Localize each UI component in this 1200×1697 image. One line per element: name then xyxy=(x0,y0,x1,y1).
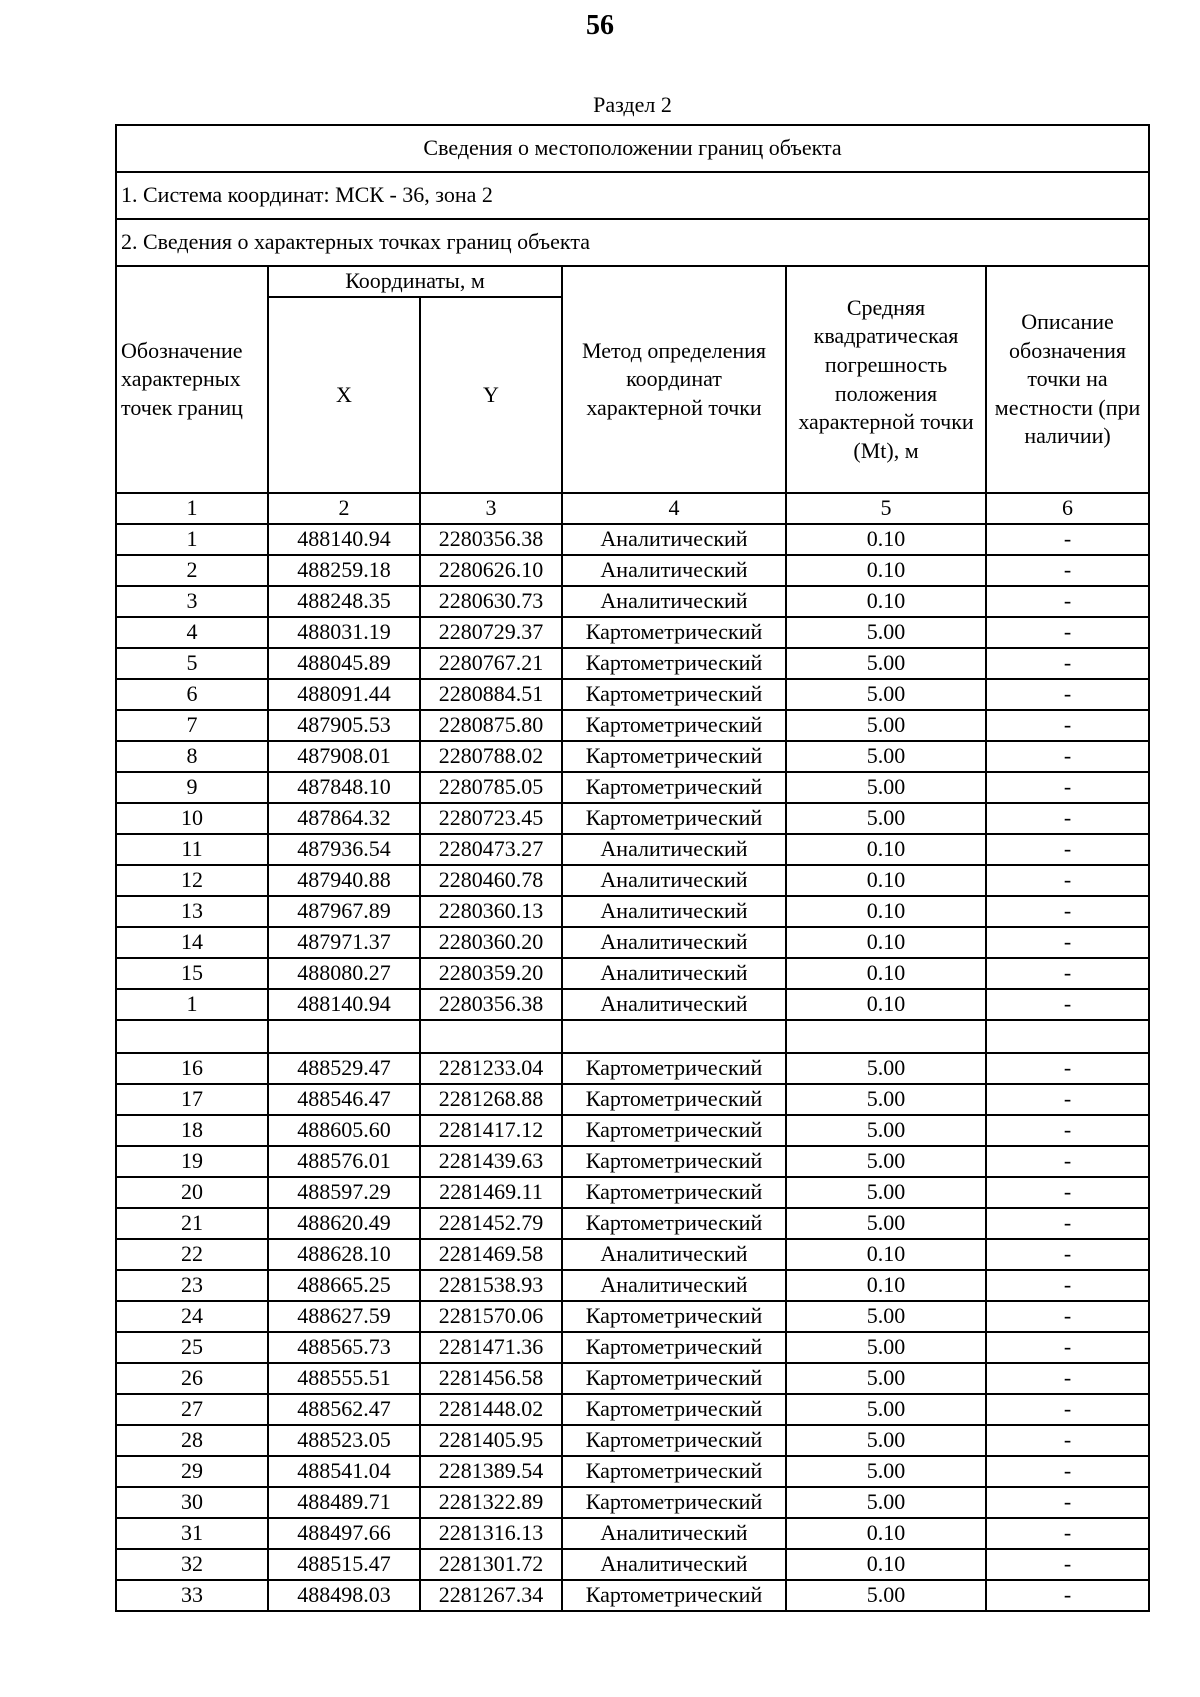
empty-cell xyxy=(786,1020,986,1053)
cell-x: 488665.25 xyxy=(268,1270,420,1301)
cell-x: 488627.59 xyxy=(268,1301,420,1332)
table-row xyxy=(116,896,1149,927)
cell-y: 2281267.34 xyxy=(420,1580,562,1611)
cell-method: Картометрический xyxy=(562,1177,786,1208)
header-designation: Обозначение характерных точек границ xyxy=(116,266,268,493)
cell-desc: - xyxy=(986,1239,1149,1270)
table-row xyxy=(116,679,1149,710)
cell-mt: 0.10 xyxy=(786,1518,986,1549)
column-number: 5 xyxy=(786,493,986,524)
cell-mt: 5.00 xyxy=(786,1394,986,1425)
cell-x: 488515.47 xyxy=(268,1549,420,1580)
column-number: 4 xyxy=(562,493,786,524)
cell-point: 1 xyxy=(116,989,268,1020)
cell-x: 488140.94 xyxy=(268,989,420,1020)
cell-method: Картометрический xyxy=(562,1301,786,1332)
header-description: Описание обозначения точки на местности (при наличии) xyxy=(986,266,1149,493)
cell-desc: - xyxy=(986,679,1149,710)
cell-method: Картометрический xyxy=(562,1456,786,1487)
cell-y: 2280473.27 xyxy=(420,834,562,865)
empty-cell xyxy=(268,1020,420,1053)
table-row xyxy=(116,1487,1149,1518)
cell-method: Картометрический xyxy=(562,741,786,772)
cell-desc: - xyxy=(986,1084,1149,1115)
cell-desc: - xyxy=(986,865,1149,896)
table-row xyxy=(116,1270,1149,1301)
cell-point: 10 xyxy=(116,803,268,834)
cell-x: 488080.27 xyxy=(268,958,420,989)
table-row xyxy=(116,555,1149,586)
cell-x: 488498.03 xyxy=(268,1580,420,1611)
cell-desc: - xyxy=(986,1363,1149,1394)
cell-y: 2280875.80 xyxy=(420,710,562,741)
cell-point: 9 xyxy=(116,772,268,803)
empty-cell xyxy=(420,1020,562,1053)
cell-x: 488248.35 xyxy=(268,586,420,617)
table-row xyxy=(116,1394,1149,1425)
cell-method: Картометрический xyxy=(562,1084,786,1115)
cell-desc: - xyxy=(986,927,1149,958)
cell-method: Картометрический xyxy=(562,1115,786,1146)
cell-y: 2280729.37 xyxy=(420,617,562,648)
cell-x: 488555.51 xyxy=(268,1363,420,1394)
cell-point: 17 xyxy=(116,1084,268,1115)
header-x: X xyxy=(268,297,420,493)
cell-method: Аналитический xyxy=(562,958,786,989)
table-row xyxy=(116,803,1149,834)
cell-mt: 0.10 xyxy=(786,896,986,927)
cell-method: Аналитический xyxy=(562,927,786,958)
cell-y: 2281452.79 xyxy=(420,1208,562,1239)
cell-desc: - xyxy=(986,896,1149,927)
table-row xyxy=(116,927,1149,958)
cell-y: 2280359.20 xyxy=(420,958,562,989)
header-row-top xyxy=(116,266,1149,297)
table-row xyxy=(116,1518,1149,1549)
table-row xyxy=(116,1053,1149,1084)
table-row xyxy=(116,865,1149,896)
cell-mt: 5.00 xyxy=(786,1580,986,1611)
cell-mt: 5.00 xyxy=(786,1177,986,1208)
cell-mt: 5.00 xyxy=(786,648,986,679)
cell-y: 2281301.72 xyxy=(420,1549,562,1580)
cell-mt: 5.00 xyxy=(786,1115,986,1146)
cell-point: 20 xyxy=(116,1177,268,1208)
cell-desc: - xyxy=(986,1177,1149,1208)
cell-method: Картометрический xyxy=(562,1332,786,1363)
cell-method: Аналитический xyxy=(562,896,786,927)
cell-point: 32 xyxy=(116,1549,268,1580)
cell-method: Картометрический xyxy=(562,1394,786,1425)
cell-point: 25 xyxy=(116,1332,268,1363)
points-heading-text: 2. Сведения о характерных точках границ объекта xyxy=(116,219,1149,266)
cell-y: 2280626.10 xyxy=(420,555,562,586)
cell-desc: - xyxy=(986,1208,1149,1239)
cell-y: 2281316.13 xyxy=(420,1518,562,1549)
table-row xyxy=(116,834,1149,865)
cell-y: 2280360.13 xyxy=(420,896,562,927)
points-heading-row xyxy=(116,219,1149,266)
table-row xyxy=(116,586,1149,617)
cell-mt: 5.00 xyxy=(786,1425,986,1456)
cell-point: 19 xyxy=(116,1146,268,1177)
cell-desc: - xyxy=(986,648,1149,679)
cell-x: 488259.18 xyxy=(268,555,420,586)
header-error: Средняя квадратическая погрешность положения характерной точки (Mt), м xyxy=(786,266,986,493)
empty-cell xyxy=(986,1020,1149,1053)
cell-point: 27 xyxy=(116,1394,268,1425)
cell-mt: 5.00 xyxy=(786,1146,986,1177)
cell-x: 487864.32 xyxy=(268,803,420,834)
table-row xyxy=(116,1146,1149,1177)
cell-method: Аналитический xyxy=(562,865,786,896)
cell-method: Аналитический xyxy=(562,1549,786,1580)
cell-desc: - xyxy=(986,1549,1149,1580)
cell-desc: - xyxy=(986,772,1149,803)
cell-method: Картометрический xyxy=(562,772,786,803)
cell-mt: 5.00 xyxy=(786,741,986,772)
cell-x: 488576.01 xyxy=(268,1146,420,1177)
header-y: Y xyxy=(420,297,562,493)
cell-y: 2281417.12 xyxy=(420,1115,562,1146)
table-row xyxy=(116,1115,1149,1146)
cell-mt: 5.00 xyxy=(786,1208,986,1239)
cell-point: 33 xyxy=(116,1580,268,1611)
cell-point: 13 xyxy=(116,896,268,927)
cell-y: 2280788.02 xyxy=(420,741,562,772)
cell-desc: - xyxy=(986,555,1149,586)
cell-desc: - xyxy=(986,958,1149,989)
cell-desc: - xyxy=(986,1394,1149,1425)
coord-system-row xyxy=(116,172,1149,219)
cell-point: 12 xyxy=(116,865,268,896)
header-method: Метод определения координат характерной точки xyxy=(562,266,786,493)
cell-x: 487936.54 xyxy=(268,834,420,865)
cell-point: 26 xyxy=(116,1363,268,1394)
cell-y: 2281538.93 xyxy=(420,1270,562,1301)
cell-x: 488523.05 xyxy=(268,1425,420,1456)
cell-y: 2281469.11 xyxy=(420,1177,562,1208)
cell-method: Картометрический xyxy=(562,1363,786,1394)
cell-point: 3 xyxy=(116,586,268,617)
cell-y: 2280767.21 xyxy=(420,648,562,679)
empty-cell xyxy=(562,1020,786,1053)
column-number: 2 xyxy=(268,493,420,524)
cell-x: 487905.53 xyxy=(268,710,420,741)
cell-method: Картометрический xyxy=(562,617,786,648)
cell-point: 8 xyxy=(116,741,268,772)
cell-mt: 5.00 xyxy=(786,772,986,803)
cell-point: 4 xyxy=(116,617,268,648)
cell-y: 2281448.02 xyxy=(420,1394,562,1425)
cell-x: 488628.10 xyxy=(268,1239,420,1270)
cell-desc: - xyxy=(986,1053,1149,1084)
cell-x: 488529.47 xyxy=(268,1053,420,1084)
cell-method: Картометрический xyxy=(562,803,786,834)
cell-y: 2281439.63 xyxy=(420,1146,562,1177)
cell-mt: 5.00 xyxy=(786,1084,986,1115)
table-row xyxy=(116,1208,1149,1239)
cell-desc: - xyxy=(986,586,1149,617)
table-title-row xyxy=(116,125,1149,172)
cell-desc: - xyxy=(986,1332,1149,1363)
cell-point: 29 xyxy=(116,1456,268,1487)
section-title: Раздел 2 xyxy=(593,92,672,117)
table-row xyxy=(116,1425,1149,1456)
cell-y: 2281471.36 xyxy=(420,1332,562,1363)
cell-point: 24 xyxy=(116,1301,268,1332)
cell-mt: 5.00 xyxy=(786,1053,986,1084)
cell-desc: - xyxy=(986,1270,1149,1301)
cell-point: 2 xyxy=(116,555,268,586)
cell-y: 2281389.54 xyxy=(420,1456,562,1487)
cell-point: 30 xyxy=(116,1487,268,1518)
table-title: Сведения о местоположении границ объекта xyxy=(116,125,1149,172)
table-row xyxy=(116,1177,1149,1208)
cell-y: 2280785.05 xyxy=(420,772,562,803)
table-row xyxy=(116,1456,1149,1487)
table-row xyxy=(116,648,1149,679)
cell-mt: 5.00 xyxy=(786,679,986,710)
cell-mt: 0.10 xyxy=(786,989,986,1020)
cell-x: 487971.37 xyxy=(268,927,420,958)
cell-mt: 0.10 xyxy=(786,958,986,989)
column-number: 3 xyxy=(420,493,562,524)
cell-x: 488605.60 xyxy=(268,1115,420,1146)
cell-desc: - xyxy=(986,834,1149,865)
cell-method: Картометрический xyxy=(562,1425,786,1456)
cell-y: 2280356.38 xyxy=(420,524,562,555)
table-row xyxy=(116,617,1149,648)
cell-y: 2281268.88 xyxy=(420,1084,562,1115)
cell-x: 488091.44 xyxy=(268,679,420,710)
cell-point: 14 xyxy=(116,927,268,958)
cell-desc: - xyxy=(986,1425,1149,1456)
cell-point: 22 xyxy=(116,1239,268,1270)
cell-method: Аналитический xyxy=(562,1239,786,1270)
column-number: 1 xyxy=(116,493,268,524)
cell-point: 31 xyxy=(116,1518,268,1549)
cell-x: 488489.71 xyxy=(268,1487,420,1518)
cell-desc: - xyxy=(986,803,1149,834)
cell-method: Аналитический xyxy=(562,586,786,617)
cell-y: 2281456.58 xyxy=(420,1363,562,1394)
cell-x: 488546.47 xyxy=(268,1084,420,1115)
cell-method: Картометрический xyxy=(562,648,786,679)
table-row xyxy=(116,741,1149,772)
cell-method: Картометрический xyxy=(562,1208,786,1239)
cell-desc: - xyxy=(986,524,1149,555)
cell-x: 488497.66 xyxy=(268,1518,420,1549)
cell-method: Аналитический xyxy=(562,555,786,586)
cell-mt: 5.00 xyxy=(786,1363,986,1394)
cell-point: 18 xyxy=(116,1115,268,1146)
cell-mt: 5.00 xyxy=(786,1301,986,1332)
cell-method: Аналитический xyxy=(562,1270,786,1301)
table-row xyxy=(116,1084,1149,1115)
cell-point: 16 xyxy=(116,1053,268,1084)
cell-point: 5 xyxy=(116,648,268,679)
cell-method: Картометрический xyxy=(562,710,786,741)
cell-method: Картометрический xyxy=(562,1580,786,1611)
cell-desc: - xyxy=(986,1518,1149,1549)
table-row xyxy=(116,524,1149,555)
cell-mt: 0.10 xyxy=(786,834,986,865)
cell-method: Аналитический xyxy=(562,989,786,1020)
cell-x: 488031.19 xyxy=(268,617,420,648)
cell-point: 23 xyxy=(116,1270,268,1301)
cell-method: Картометрический xyxy=(562,1487,786,1518)
cell-mt: 5.00 xyxy=(786,617,986,648)
column-number: 6 xyxy=(986,493,1149,524)
cell-y: 2280460.78 xyxy=(420,865,562,896)
cell-x: 488597.29 xyxy=(268,1177,420,1208)
cell-desc: - xyxy=(986,1487,1149,1518)
cell-method: Картометрический xyxy=(562,1146,786,1177)
cell-desc: - xyxy=(986,1456,1149,1487)
header-coordinates: Координаты, м xyxy=(268,266,562,297)
table-row xyxy=(116,1549,1149,1580)
table-row xyxy=(116,1301,1149,1332)
cell-point: 21 xyxy=(116,1208,268,1239)
cell-y: 2280360.20 xyxy=(420,927,562,958)
table-row xyxy=(116,989,1149,1020)
table-row xyxy=(116,958,1149,989)
cell-point: 11 xyxy=(116,834,268,865)
table-row xyxy=(116,710,1149,741)
cell-y: 2281322.89 xyxy=(420,1487,562,1518)
cell-point: 1 xyxy=(116,524,268,555)
cell-desc: - xyxy=(986,1301,1149,1332)
cell-desc: - xyxy=(986,1580,1149,1611)
table-row xyxy=(116,1332,1149,1363)
cell-method: Аналитический xyxy=(562,524,786,555)
cell-y: 2280884.51 xyxy=(420,679,562,710)
cell-point: 7 xyxy=(116,710,268,741)
cell-x: 488620.49 xyxy=(268,1208,420,1239)
cell-method: Аналитический xyxy=(562,1518,786,1549)
cell-desc: - xyxy=(986,710,1149,741)
cell-mt: 0.10 xyxy=(786,927,986,958)
cell-mt: 0.10 xyxy=(786,1270,986,1301)
cell-mt: 5.00 xyxy=(786,803,986,834)
cell-mt: 0.10 xyxy=(786,555,986,586)
cell-x: 488045.89 xyxy=(268,648,420,679)
cell-y: 2280630.73 xyxy=(420,586,562,617)
boundary-points-table xyxy=(115,124,1150,1612)
cell-point: 15 xyxy=(116,958,268,989)
cell-x: 488541.04 xyxy=(268,1456,420,1487)
cell-x: 488562.47 xyxy=(268,1394,420,1425)
page-number: 56 xyxy=(586,10,614,41)
coord-system-text: 1. Система координат: МСК - 36, зона 2 xyxy=(116,172,1149,219)
cell-desc: - xyxy=(986,989,1149,1020)
cell-point: 28 xyxy=(116,1425,268,1456)
cell-mt: 5.00 xyxy=(786,710,986,741)
cell-y: 2281469.58 xyxy=(420,1239,562,1270)
cell-x: 488565.73 xyxy=(268,1332,420,1363)
table-row xyxy=(116,1580,1149,1611)
cell-y: 2281570.06 xyxy=(420,1301,562,1332)
table-row xyxy=(116,772,1149,803)
cell-x: 487940.88 xyxy=(268,865,420,896)
column-numbers-row xyxy=(116,493,1149,524)
table-row xyxy=(116,1239,1149,1270)
cell-method: Картометрический xyxy=(562,1053,786,1084)
cell-x: 487848.10 xyxy=(268,772,420,803)
cell-mt: 0.10 xyxy=(786,865,986,896)
cell-point: 6 xyxy=(116,679,268,710)
cell-mt: 5.00 xyxy=(786,1332,986,1363)
cell-mt: 0.10 xyxy=(786,1549,986,1580)
cell-method: Аналитический xyxy=(562,834,786,865)
cell-method: Картометрический xyxy=(562,679,786,710)
cell-mt: 5.00 xyxy=(786,1487,986,1518)
cell-y: 2281233.04 xyxy=(420,1053,562,1084)
cell-desc: - xyxy=(986,617,1149,648)
empty-cell xyxy=(116,1020,268,1053)
cell-x: 488140.94 xyxy=(268,524,420,555)
separator-row xyxy=(116,1020,1149,1053)
cell-mt: 0.10 xyxy=(786,1239,986,1270)
cell-desc: - xyxy=(986,741,1149,772)
cell-mt: 0.10 xyxy=(786,524,986,555)
cell-x: 487967.89 xyxy=(268,896,420,927)
table-row xyxy=(116,1363,1149,1394)
cell-mt: 5.00 xyxy=(786,1456,986,1487)
cell-desc: - xyxy=(986,1115,1149,1146)
cell-x: 487908.01 xyxy=(268,741,420,772)
cell-y: 2280356.38 xyxy=(420,989,562,1020)
cell-y: 2280723.45 xyxy=(420,803,562,834)
cell-y: 2281405.95 xyxy=(420,1425,562,1456)
cell-desc: - xyxy=(986,1146,1149,1177)
cell-mt: 0.10 xyxy=(786,586,986,617)
